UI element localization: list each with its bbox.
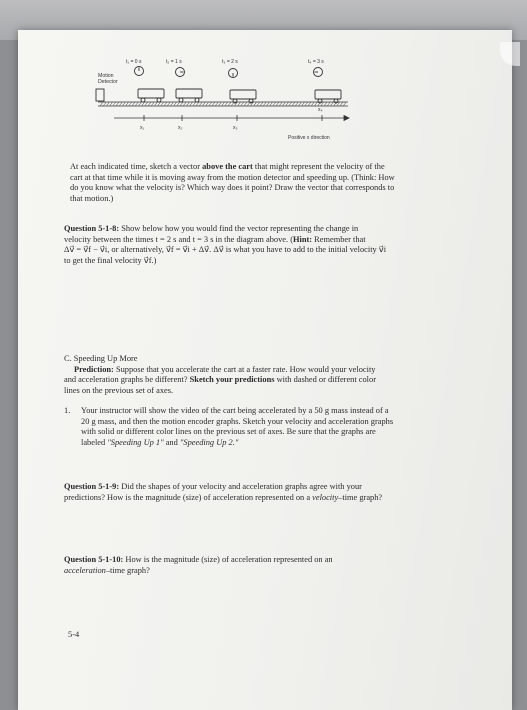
position-axis [114,115,349,121]
question-text: Did the shapes of your velocity and acceleration graphs agree with your [119,482,362,491]
list-text: with solid or different color lines on the previous set of axes. Be sure that the graphs are [81,427,376,437]
time-label-3: t₃ = 2 s [222,59,238,65]
page-number: 5-4 [68,630,80,639]
question-label: Question 5-1-8: [64,224,120,233]
motion-detector [96,89,104,101]
question-text: Show below how you would find the vector representing the change in [119,224,359,233]
time-label-2: t₂ = 1 s [166,59,182,65]
question-text: predictions? How is the magnitude (size) of acceleration represented on a velocity–time graph? [64,492,383,502]
time-label-1: t₁ = 0 s [126,59,142,65]
question-label: Question 5-1-9: [64,482,120,491]
question-text: Δv⃗ = v⃗f − v⃗i, or alternatively, v⃗f = v⃗i + Δv⃗. Δv⃗ is what you have to add to the initial velocity v⃗i [64,245,387,255]
cart-icon [138,89,341,103]
section-c [64,354,494,396]
instruction-line: cart at that time while it is moving away from the motion detector and speeding up. (Think: How [70,172,395,182]
question-5-1-8 [64,224,494,266]
list-item [64,406,494,448]
clock-icon [135,67,323,78]
section-title: C. Speeding Up More [64,354,138,363]
question-5-1-9 [64,482,494,503]
list-text: labeled "Speeding Up 1" and "Speeding Up 2." [81,437,239,447]
position-label-1: x₁ [140,125,145,131]
question-text: velocity between the times t = 2 s and t = 3 s in the diagram above. (Hint: Remember that [64,234,366,244]
track-hatching [100,102,346,106]
prediction-text: and acceleration graphs be different? Sketch your predictions with dashed or different color [64,375,376,385]
list-number: 1. [64,406,71,415]
position-label-2: x₂ [178,125,183,131]
detector-label-1: Motion [98,73,114,79]
instruction-line: that motion.) [70,193,114,203]
instruction-paragraph [70,162,490,204]
detector-label-2: Detector [98,79,118,85]
position-label-3: x₃ [233,125,238,131]
instruction-line: At each indicated time, sketch a vector above the cart that might represent the velocity of the [70,162,385,171]
list-text: Your instructor will show the video of the cart being accelerated by a 50 g mass instead of a [81,406,389,415]
cart-diagram [18,30,512,150]
prediction-text: lines on the previous set of axes. [64,385,174,395]
question-text: How is the magnitude (size) of acceleration represented on an [123,555,333,564]
document-page [18,30,512,710]
time-label-4: t₄ = 3 s [308,59,324,65]
position-label-4: x₄ [318,107,323,113]
list-text: 20 g mass, and then the motion encoder graphs. Sketch your velocity and acceleration graphs [81,416,394,426]
prediction-label: Prediction: [74,364,114,374]
direction-label: Positive x direction [288,135,330,141]
question-label: Question 5-1-10: [64,555,124,564]
question-text: to get the final velocity v⃗f.) [64,255,157,265]
question-5-1-10 [64,555,494,576]
prediction-text: Suppose that you accelerate the cart at a faster rate. How would your velocity [113,364,376,374]
instruction-line: do you know what the velocity is? Which way does it point? Draw the vector that corresponds to [70,183,395,193]
question-text: acceleration–time graph? [64,565,150,575]
